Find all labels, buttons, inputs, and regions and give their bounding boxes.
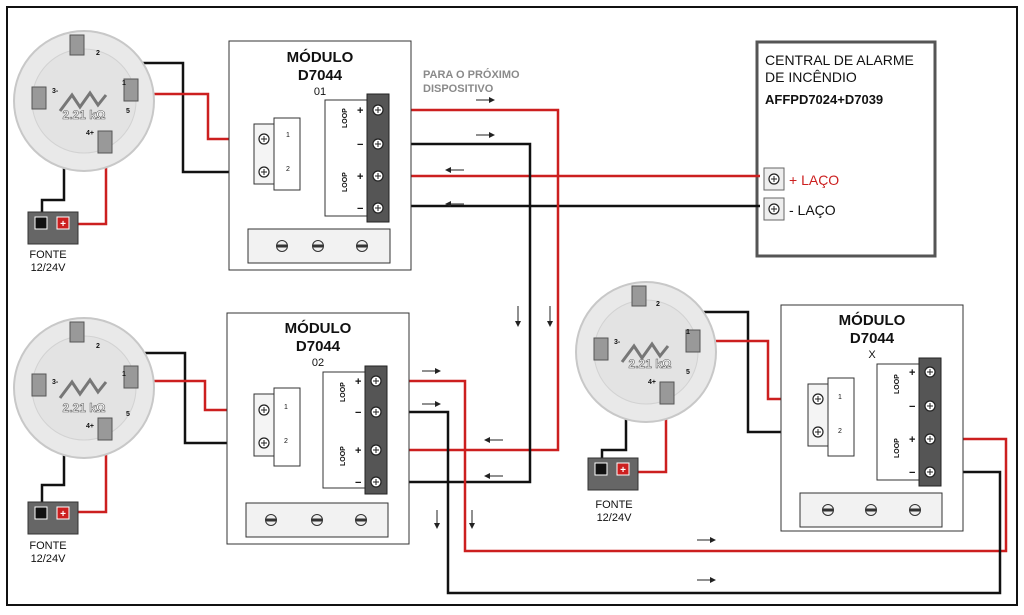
svg-text:−: −: [357, 139, 364, 151]
fonte-label: FONTE: [29, 540, 67, 552]
detector-2: [14, 318, 154, 458]
fonte-voltage: 12/24V: [30, 553, 66, 565]
central-title-line1: CENTRAL DE ALARME: [765, 52, 914, 68]
svg-text:+: +: [620, 465, 626, 476]
svg-text:LOOP: LOOP: [342, 108, 349, 128]
svg-text:2: 2: [96, 50, 100, 57]
svg-text:LOOP: LOOP: [894, 374, 901, 394]
module-title: MÓDULO: [838, 312, 906, 329]
svg-text:−: −: [357, 203, 364, 215]
svg-text:1: 1: [686, 329, 690, 336]
svg-text:2: 2: [656, 301, 660, 308]
svg-text:1: 1: [838, 394, 842, 401]
svg-text:+: +: [355, 445, 362, 457]
svg-text:−: −: [909, 467, 916, 479]
svg-text:2: 2: [96, 343, 100, 350]
svg-text:3-: 3-: [52, 379, 59, 386]
fonte-voltage: 12/24V: [30, 262, 66, 274]
svg-text:+: +: [909, 367, 916, 379]
svg-text:LOOP: LOOP: [340, 382, 347, 402]
module-model: D7044: [295, 338, 341, 355]
svg-text:−: −: [355, 407, 362, 419]
detector-1: [14, 31, 154, 171]
resistor-label: 2.21 kΩ: [62, 401, 106, 415]
next-device-line1: PARA O PRÓXIMO: [423, 69, 520, 81]
power-supply-1: [28, 212, 78, 274]
fonte-label: FONTE: [29, 249, 67, 261]
power-supply-2: [28, 502, 78, 565]
svg-text:−: −: [355, 477, 362, 489]
svg-text:1: 1: [284, 404, 288, 411]
resistor-label: 2.21 kΩ: [62, 108, 106, 122]
module-02: [227, 313, 409, 544]
detector-x: [576, 282, 716, 422]
svg-text:5: 5: [686, 369, 690, 376]
svg-text:+: +: [355, 376, 362, 388]
svg-text:2: 2: [286, 166, 290, 173]
svg-text:+: +: [60, 509, 66, 520]
svg-text:4+: 4+: [648, 379, 656, 386]
svg-text:5: 5: [126, 411, 130, 418]
svg-text:4+: 4+: [86, 423, 94, 430]
svg-text:1: 1: [122, 80, 126, 87]
fire-alarm-central: [757, 42, 935, 256]
svg-text:LOOP: LOOP: [340, 446, 347, 466]
svg-text:1: 1: [122, 371, 126, 378]
svg-text:−: −: [909, 401, 916, 413]
module-model: D7044: [849, 330, 895, 347]
module-title: MÓDULO: [284, 320, 352, 337]
module-number: 02: [311, 357, 325, 369]
svg-text:3-: 3-: [614, 339, 621, 346]
fonte-voltage: 12/24V: [596, 512, 632, 524]
svg-text:5: 5: [126, 108, 130, 115]
svg-text:4+: 4+: [86, 130, 94, 137]
module-title: MÓDULO: [286, 49, 354, 66]
module-model: D7044: [297, 67, 343, 84]
svg-text:LOOP: LOOP: [342, 172, 349, 192]
svg-text:1: 1: [286, 132, 290, 139]
resistor-label: 2.21 kΩ: [628, 357, 672, 371]
laco-negative-label: - LAÇO: [789, 202, 836, 218]
svg-text:2: 2: [284, 438, 288, 445]
svg-text:+: +: [60, 219, 66, 230]
central-model: AFFPD7024+D7039: [765, 92, 884, 107]
fonte-label: FONTE: [595, 499, 633, 511]
central-title-line2: DE INCÊNDIO: [765, 69, 857, 85]
module-number: 01: [313, 86, 327, 98]
svg-text:3-: 3-: [52, 88, 59, 95]
power-supply-x: [588, 458, 638, 524]
laco-positive-label: + LAÇO: [789, 172, 840, 188]
svg-text:2: 2: [838, 428, 842, 435]
svg-text:+: +: [357, 105, 364, 117]
module-x: [781, 305, 963, 531]
svg-text:+: +: [357, 171, 364, 183]
svg-text:LOOP: LOOP: [894, 438, 901, 458]
module-number: X: [868, 349, 876, 361]
svg-text:+: +: [909, 434, 916, 446]
module-01: [229, 41, 411, 270]
next-device-line2: DISPOSITIVO: [423, 83, 494, 95]
